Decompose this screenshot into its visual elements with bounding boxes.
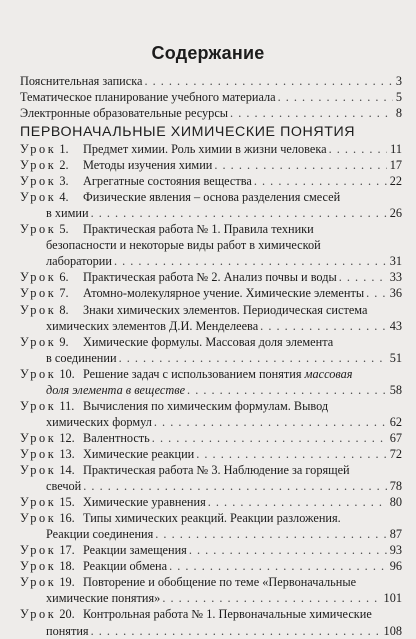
lesson-word: Урок	[20, 511, 57, 526]
lesson-number: 11.	[56, 398, 75, 413]
lesson-number: 10.	[56, 366, 75, 381]
toc-entry[interactable]	[20, 73, 402, 89]
lesson-title: Химические уравнения	[83, 495, 206, 510]
lesson-word: Урок	[20, 607, 57, 622]
lesson-title: Решение задач с использованием понятия массовая	[83, 366, 353, 381]
lesson-label	[20, 221, 69, 237]
lesson-page: 22	[389, 174, 402, 189]
lesson-title: Валентность	[83, 430, 150, 445]
lesson-title: Практическая работа № 3. Наблюдение за горящей	[83, 463, 350, 477]
lesson-title: Агрегатные состояния вещества	[83, 174, 252, 189]
lesson-line	[46, 478, 402, 494]
lesson-line	[83, 302, 402, 318]
lesson-word: Урок	[20, 270, 57, 285]
lesson-title: Типы химических реакций. Реакции разложения.	[83, 511, 341, 526]
lesson-line	[46, 253, 402, 269]
lesson-word: Урок	[20, 463, 57, 477]
lesson-line	[46, 205, 402, 221]
lesson-word: Урок	[20, 495, 57, 510]
lesson-line	[83, 221, 402, 237]
lesson-page: 43	[389, 318, 402, 333]
lesson-title: Знаки химических элементов. Периодическая система	[83, 302, 368, 317]
lesson-page: 96	[389, 559, 402, 574]
lesson-title: химических элементов Д.И. Менделеева	[46, 318, 259, 333]
lesson-page: 33	[389, 270, 402, 285]
lesson-word: Урок	[20, 366, 57, 381]
lesson-line	[46, 382, 402, 398]
lesson-word: Урок	[20, 158, 57, 173]
lesson-title: Реакции обмена	[83, 559, 168, 574]
lesson-label	[20, 430, 75, 446]
lesson-number: 20.	[56, 607, 75, 622]
lesson-line	[83, 510, 402, 526]
lesson-number: 7.	[56, 286, 69, 301]
lesson-label	[20, 494, 75, 510]
lesson-label	[20, 542, 75, 558]
lesson-line	[83, 173, 402, 189]
lesson-page: 58	[389, 382, 402, 397]
lesson-word: Урок	[20, 559, 57, 574]
lesson-number: 14.	[56, 463, 75, 477]
toc-entry-title: Тематическое планирование учебного материала	[20, 90, 276, 104]
lesson-number: 16.	[56, 511, 75, 526]
toc-entry-page: 8	[395, 106, 402, 120]
lesson-number: 18.	[56, 559, 75, 574]
lesson-word: Урок	[20, 222, 57, 237]
toc-entry[interactable]	[20, 89, 402, 105]
lesson-word: Урок	[20, 575, 57, 590]
lesson-line	[83, 366, 402, 382]
lesson-word: Урок	[20, 142, 57, 156]
lesson-number: 1.	[56, 142, 69, 156]
lesson-title: доля элемента в веществе	[46, 382, 186, 397]
lesson-title: Практическая работа № 2. Анализ почвы и воды	[83, 270, 337, 285]
lesson-label	[20, 398, 74, 414]
toc-entry[interactable]	[20, 105, 402, 121]
lesson-number: 4.	[56, 190, 69, 205]
lesson-page: 72	[389, 446, 402, 461]
lesson-page: 78	[389, 479, 402, 494]
lesson-number: 6.	[56, 270, 69, 285]
lesson-line	[46, 318, 402, 334]
lesson-title: Реакции замещения	[83, 543, 187, 558]
lesson-line	[83, 430, 402, 446]
lesson-line	[83, 334, 402, 350]
lesson-line	[83, 141, 402, 157]
lesson-label	[20, 446, 75, 462]
lesson-title: Контрольная работа № 1. Первоначальные химические	[83, 607, 372, 622]
lesson-line	[83, 269, 402, 285]
lesson-line	[83, 462, 402, 478]
lesson-word: Урок	[20, 334, 57, 349]
lesson-label	[20, 269, 69, 285]
lesson-title: Атомно-молекулярное учение. Химические элементы	[83, 286, 365, 301]
lesson-label	[20, 173, 69, 189]
lesson-line	[83, 446, 402, 462]
lesson-title: химические понятия»	[46, 591, 161, 606]
lesson-line	[46, 590, 402, 606]
lesson-number: 12.	[56, 430, 75, 445]
lesson-title: понятия	[46, 623, 89, 638]
lesson-title: Химические реакции	[83, 446, 195, 461]
lesson-word: Урок	[20, 302, 57, 317]
lesson-number: 17.	[56, 543, 75, 558]
lesson-word: Урок	[20, 286, 57, 301]
page-title: Содержание	[151, 43, 265, 63]
lesson-label	[20, 157, 69, 173]
lesson-word: Урок	[20, 398, 57, 413]
lesson-page: 80	[389, 495, 402, 510]
lesson-page: 31	[389, 254, 402, 269]
lesson-label	[20, 462, 75, 478]
lesson-number: 3.	[56, 174, 69, 189]
lesson-line	[83, 189, 402, 205]
lesson-title: Реакции соединения	[46, 527, 154, 542]
lesson-line	[83, 398, 402, 414]
lesson-word: Урок	[20, 174, 57, 189]
toc-entry-title: Пояснительная записка	[20, 74, 143, 88]
lesson-number: 5.	[56, 222, 69, 237]
lesson-label	[20, 334, 69, 350]
lesson-line	[46, 414, 402, 430]
lesson-page: 67	[389, 430, 402, 445]
lesson-page: 17	[389, 158, 402, 173]
lesson-label	[20, 302, 69, 318]
lesson-title: Предмет химии. Роль химии в жизни человека	[83, 142, 327, 156]
lesson-title: свечой	[46, 479, 82, 494]
lesson-line	[83, 285, 402, 301]
lesson-page: 62	[389, 414, 402, 429]
lesson-number: 13.	[56, 446, 75, 461]
lesson-title: Практическая работа № 1. Правила техники	[83, 222, 314, 237]
lesson-page: 11	[390, 142, 402, 156]
lesson-label	[20, 141, 69, 157]
toc-entry-title: Электронные образовательные ресурсы	[20, 106, 229, 120]
lesson-label	[20, 558, 75, 574]
lesson-title: безопасности и некоторые виды работ в химической	[46, 238, 321, 253]
lesson-label	[20, 510, 75, 526]
lesson-word: Урок	[20, 430, 57, 445]
lesson-page: 87	[389, 527, 402, 542]
lesson-title: Повторение и обобщение по теме «Первоначальные	[83, 575, 357, 590]
toc-entry-page: 3	[395, 74, 402, 88]
lesson-number: 9.	[56, 334, 69, 349]
section-title: ПЕРВОНАЧАЛЬНЫЕ ХИМИЧЕСКИЕ ПОНЯТИЯ	[20, 124, 356, 140]
lesson-page: 51	[389, 350, 402, 365]
lesson-line	[83, 157, 402, 173]
lesson-number: 8.	[56, 302, 69, 317]
lesson-word: Урок	[20, 543, 57, 558]
lesson-title: Вычисления по химическим формулам. Вывод	[83, 398, 329, 413]
lesson-title: Методы изучения химии	[83, 158, 213, 173]
lesson-line	[46, 237, 402, 253]
lesson-page: 101	[383, 591, 402, 606]
lesson-title: Химические формулы. Массовая доля элемента	[83, 334, 334, 349]
lesson-page: 36	[389, 286, 402, 301]
lesson-line	[83, 542, 402, 558]
lesson-number: 15.	[56, 495, 75, 510]
lesson-number: 19.	[56, 575, 75, 590]
lesson-title: в соединении	[46, 350, 117, 365]
lesson-title: в химии	[46, 206, 89, 221]
lesson-word: Урок	[20, 446, 57, 461]
lesson-line	[46, 526, 402, 542]
lesson-label	[20, 189, 69, 205]
lesson-word: Урок	[20, 190, 57, 205]
lesson-label	[20, 285, 69, 301]
lesson-label	[20, 366, 75, 382]
lesson-line	[83, 558, 402, 574]
lesson-line	[46, 350, 402, 366]
lesson-line	[83, 494, 402, 510]
lesson-number: 2.	[56, 158, 69, 173]
lesson-title: лаборатории	[46, 254, 112, 269]
lesson-title: Физические явления – основа разделения смесей	[83, 190, 341, 205]
lesson-line	[83, 574, 402, 590]
lesson-page: 93	[389, 543, 402, 558]
lesson-title: химических формул	[46, 414, 152, 429]
lesson-line	[46, 623, 402, 639]
lesson-page: 26	[389, 206, 402, 221]
lesson-page: 108	[383, 623, 402, 638]
lesson-label	[20, 574, 75, 590]
toc-entry-page: 5	[395, 90, 402, 104]
